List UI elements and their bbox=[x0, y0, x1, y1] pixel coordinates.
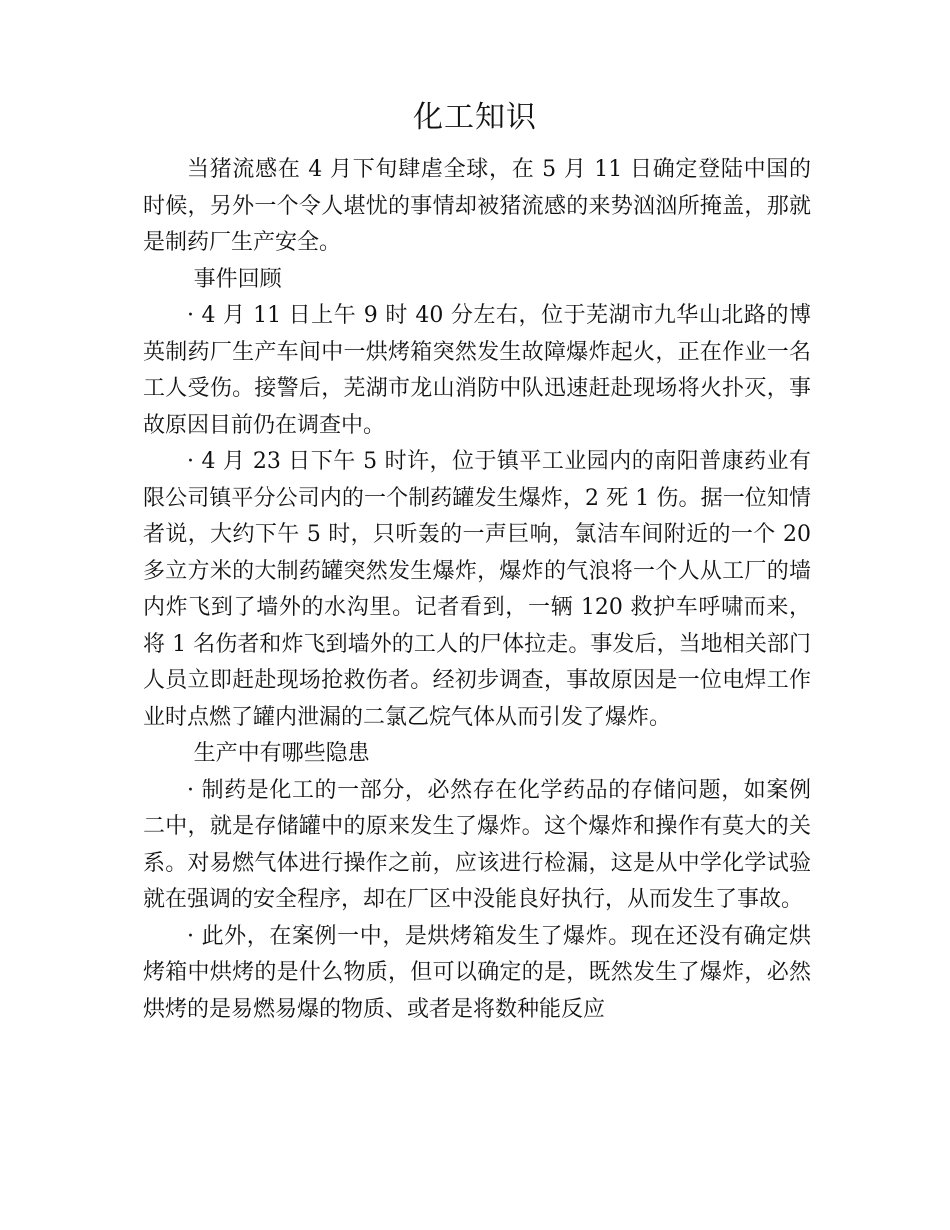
section-heading-hazards: 生产中有哪些隐患 bbox=[193, 741, 370, 766]
hazard-paragraph-1: · 制药是化工的一部分，必然存在化学药品的存储问题，如案例二中，就是存储罐中的原来发生了爆炸。这个爆炸和操作有莫大的关系。对易燃气体进行操作之前，应该进行检漏，这是从中学化学试验就在强调的安全程序，却在厂区中没能良好执行，从而发生了事故。 bbox=[143, 777, 811, 912]
document-title: 化工知识 bbox=[413, 100, 537, 135]
hazard-paragraph-2: · 此外，在案例一中，是烘烤箱发生了爆炸。现在还没有确定烘烤箱中烘烤的是什么物质，但可以确定的是，既然发生了爆炸，必然烘烤的是易燃易爆的物质、或者是将数种能反应 bbox=[143, 923, 811, 1022]
event-paragraph-2: · 4 月 23 日下午 5 时许，位于镇平工业园内的南阳普康药业有限公司镇平分公司内的一个制药罐发生爆炸，2 死 1 伤。据一位知情者说，大约下午 5 时，只听轰的一声巨响，氯洁车间附近的一个 20 多立方米的大制药罐突然发生爆炸，爆炸的气浪将一个人从工厂的墙内炸飞到了墙外的水沟里。记者看到，一辆 120 救护车呼啸而来，将 1 名伤者和炸飞到墙外的工人的尸体拉走。事发后，当地相关部门人员立即赶赴现场抢救伤者。经初步调查，事故原因是一位电焊工作业时点燃了罐内泄漏的二氯乙烷气体从而引发了爆炸。 bbox=[143, 449, 811, 730]
event-paragraph-1: · 4 月 11 日上午 9 时 40 分左右，位于芜湖市九华山北路的博英制药厂生产车间中一烘烤箱突然发生故障爆炸起火，正在作业一名工人受伤。接警后，芜湖市龙山消防中队迅速赶赴现场将火扑灭，事故原因目前仍在调查中。 bbox=[143, 303, 811, 438]
section-heading-event-review: 事件回顾 bbox=[193, 266, 282, 292]
intro-paragraph: 当猪流感在 4 月下旬肆虐全球，在 5 月 11 日确定登陆中国的时候，另外一个令人堪忧的事情却被猪流感的来势汹汹所掩盖，那就是制药厂生产安全。 bbox=[143, 157, 811, 255]
document-body bbox=[143, 152, 811, 1028]
